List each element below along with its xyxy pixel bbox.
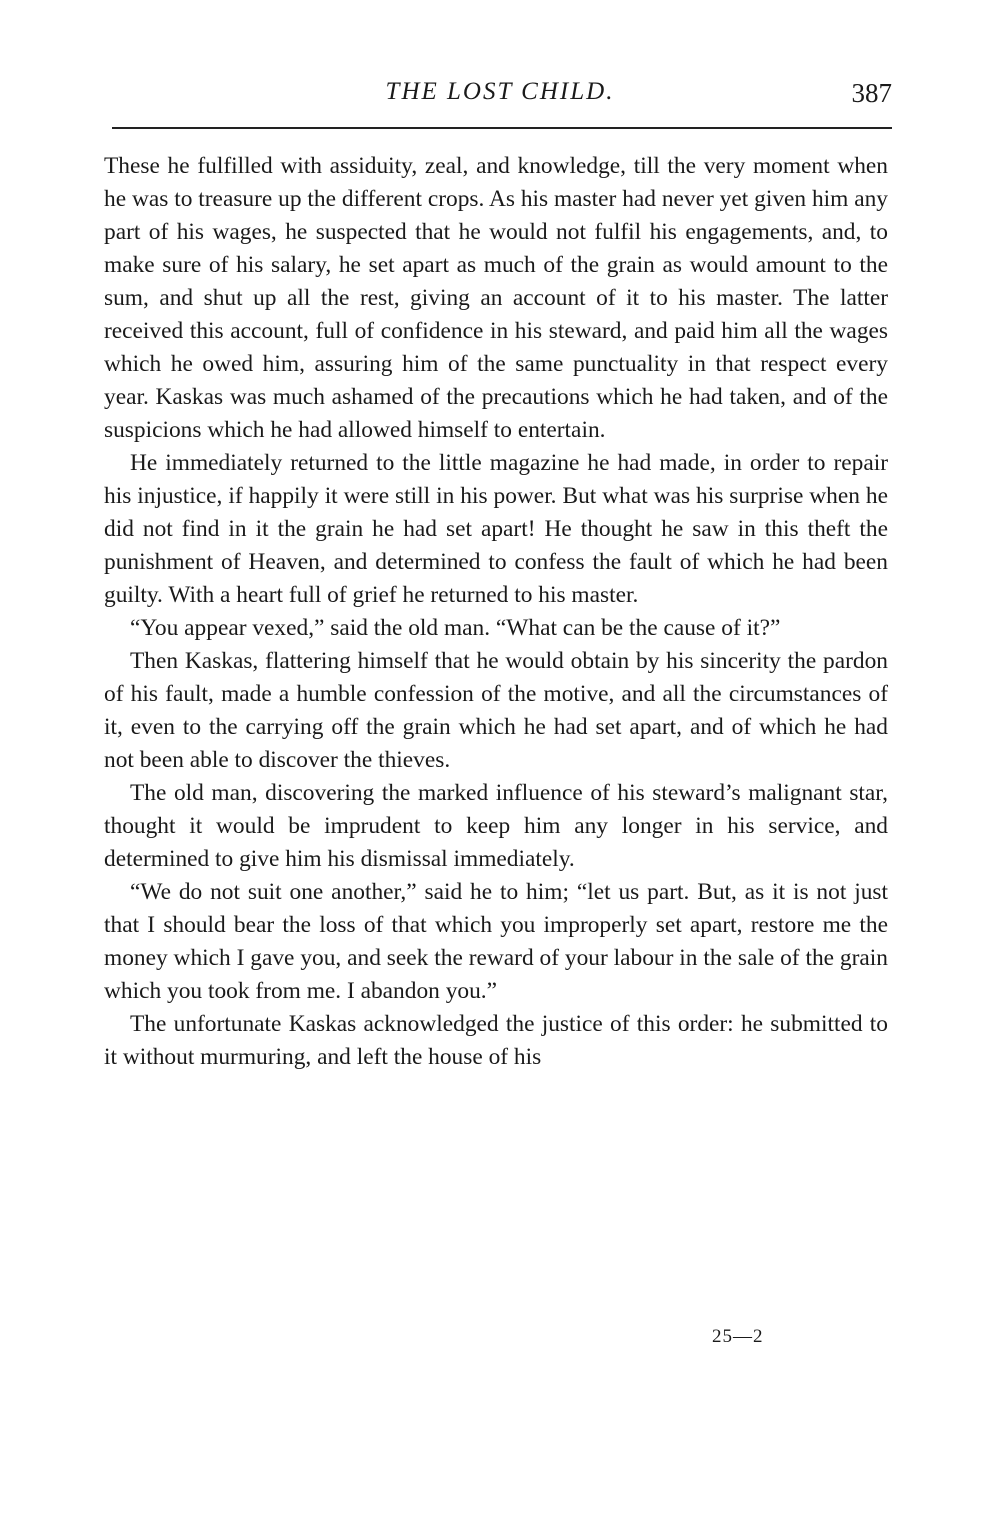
body-text [104,150,888,1074]
header-rule [112,127,892,129]
running-head [108,78,892,122]
paragraph-2: He immediately returned to the little magazine he had made, in order to repair his injustice, if happily it were still in his power. But what was his surprise when he did not find in it the grain he had set apart! He thought he saw in this theft the punishment of Heaven, and determined to confess the fault of which he had been guilty. With a heart full of grief he returned to his master. [104,450,888,608]
paragraph-5: The old man, discovering the marked influence of his steward’s malignant star, thought it would be imprudent to keep him any longer in his service, and determined to give him his dismissal immediately. [104,780,888,872]
paragraph-3: “You appear vexed,” said the old man. “What can be the cause of it?” [130,615,781,641]
paragraph-7: The unfortunate Kaskas acknowledged the justice of this order: he submitted to it without murmuring, and left the house of his [104,1011,888,1070]
paragraph-6: “We do not suit one another,” said he to him; “let us part. But, as it is not just that I should bear the loss of that which you improperly set apart, restore me the money which I gave you, and seek the reward of your labour in the sale of the grain which you took from me. I abandon you.” [104,879,888,1004]
page-number: 387 [851,78,892,108]
paragraph-4: Then Kaskas, flattering himself that he would obtain by his sincerity the pardon of his fault, made a humble confession of the motive, and all the circumstances of it, even to the carrying off the grain which he had set apart, and of which he had not been able to discover the thieves. [104,648,888,773]
running-title: THE LOST CHILD. [385,78,615,105]
paragraph-1: These he fulfilled with assiduity, zeal, and knowledge, till the very moment when he was to treasure up the different crops. As his master had never yet given him any part of his wages, he suspected that he would not fulfil his engagements, and, to make sure of his salary, he set apart as much of the grain as would amount to the sum, and shut up all the rest, giving an account of it to his master. The latter received this account, full of confidence in his steward, and paid him all the wages which he owed him, assuring him of the same punctuality in that respect every year. Kaskas was much ashamed of the precautions which he had taken, and of the suspicions which he had allowed himself to entertain. [104,153,888,443]
signature-mark: 25—2 [712,1326,764,1347]
